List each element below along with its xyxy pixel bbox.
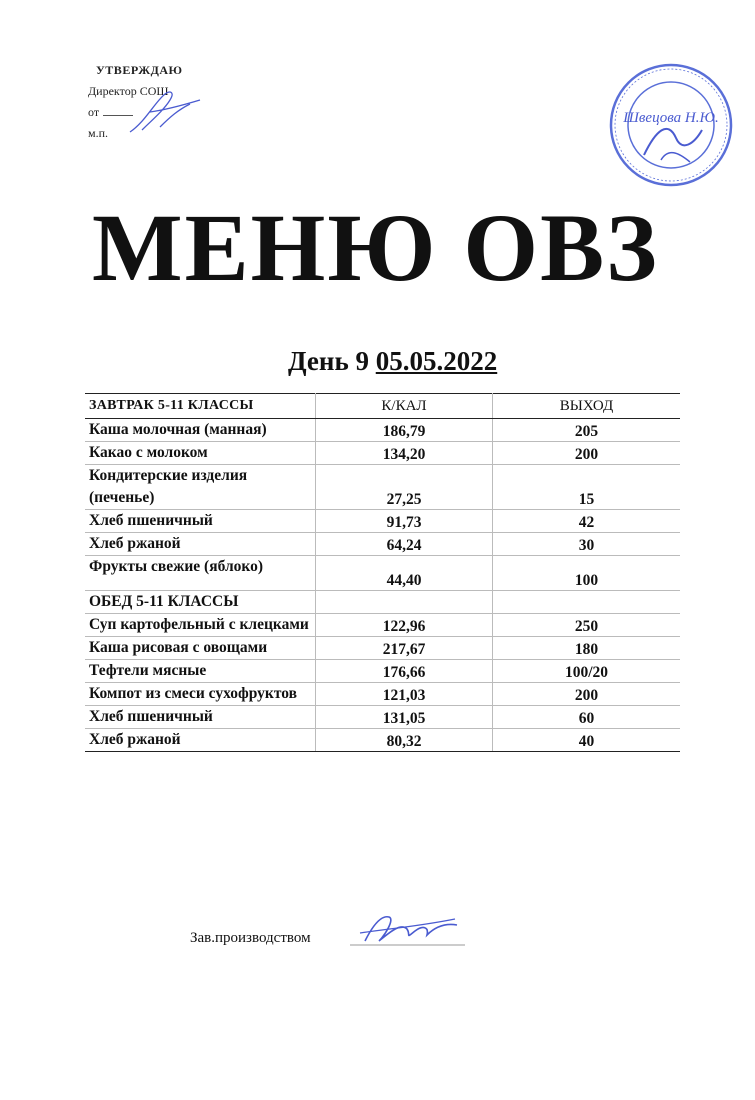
dish-kcal: 64,24 (316, 533, 493, 556)
day-heading (288, 346, 497, 377)
dish-kcal: 44,40 (316, 556, 493, 591)
table-row (85, 637, 680, 660)
dish-output: 205 (493, 419, 681, 442)
dish-output: 200 (493, 442, 681, 465)
dish-name: Хлеб ржаной (85, 729, 316, 752)
dish-output: 40 (493, 729, 681, 752)
table-row (85, 533, 680, 556)
table-row (85, 683, 680, 706)
table-row (85, 465, 680, 510)
table-row (85, 510, 680, 533)
director-signature-icon (120, 82, 210, 142)
approval-mp: м.п. (88, 126, 109, 140)
table-row (85, 556, 680, 591)
dish-name: Тефтели мясные (85, 660, 316, 683)
dish-name: Какао с молоком (85, 442, 316, 465)
dish-kcal: 122,96 (316, 614, 493, 637)
menu-table (85, 393, 680, 752)
dish-output: 180 (493, 637, 681, 660)
dish-name: Компот из смеси сухофруктов (85, 683, 316, 706)
dish-kcal: 134,20 (316, 442, 493, 465)
page-title: МЕНЮ ОВЗ (92, 194, 659, 301)
manager-signature-icon (345, 905, 470, 957)
dish-name: Хлеб пшеничный (85, 706, 316, 729)
dish-kcal: 80,32 (316, 729, 493, 752)
approval-title: УТВЕРЖДАЮ (96, 63, 183, 77)
footer-label: Зав.производством (190, 930, 311, 946)
dish-name: Каша молочная (манная) (85, 419, 316, 442)
dish-name: Фрукты свежие (яблоко) (85, 556, 316, 591)
table-row (85, 442, 680, 465)
header-lunch: ОБЕД 5-11 КЛАССЫ (85, 591, 316, 614)
dish-kcal: 176,66 (316, 660, 493, 683)
dish-name: Хлеб пшеничный (85, 510, 316, 533)
header-breakfast: ЗАВТРАК 5-11 КЛАССЫ (85, 394, 316, 419)
table-row (85, 706, 680, 729)
table-row (85, 660, 680, 683)
dish-name: Кондитерские изделия (печенье) (85, 465, 316, 510)
table-row (85, 419, 680, 442)
table-row (85, 614, 680, 637)
dish-output: 100 (493, 556, 681, 591)
dish-kcal: 131,05 (316, 706, 493, 729)
day-label: День 9 (288, 346, 369, 376)
dish-output: 15 (493, 465, 681, 510)
approval-from: от (88, 102, 183, 123)
dish-kcal: 27,25 (316, 465, 493, 510)
stamp-center-text: Швецова Н.Ю. (623, 110, 719, 126)
header-output: ВЫХОД (493, 394, 681, 419)
dish-output: 200 (493, 683, 681, 706)
dish-output: 250 (493, 614, 681, 637)
dish-kcal: 121,03 (316, 683, 493, 706)
dish-output: 42 (493, 510, 681, 533)
dish-output: 100/20 (493, 660, 681, 683)
dish-name: Каша рисовая с овощами (85, 637, 316, 660)
approval-director: Директор СОШ (88, 84, 169, 98)
lunch-header-row (85, 591, 680, 614)
dish-kcal: 186,79 (316, 419, 493, 442)
dish-name: Суп картофельный с клецками (85, 614, 316, 637)
dish-kcal: 91,73 (316, 510, 493, 533)
header-kcal: К/КАЛ (316, 394, 493, 419)
dish-name: Хлеб ржаной (85, 533, 316, 556)
dish-output: 60 (493, 706, 681, 729)
table-row (85, 729, 680, 752)
dish-kcal: 217,67 (316, 637, 493, 660)
official-stamp-icon (606, 60, 736, 190)
day-date: 05.05.2022 (375, 346, 498, 376)
table-header-row (85, 394, 680, 419)
dish-output: 30 (493, 533, 681, 556)
